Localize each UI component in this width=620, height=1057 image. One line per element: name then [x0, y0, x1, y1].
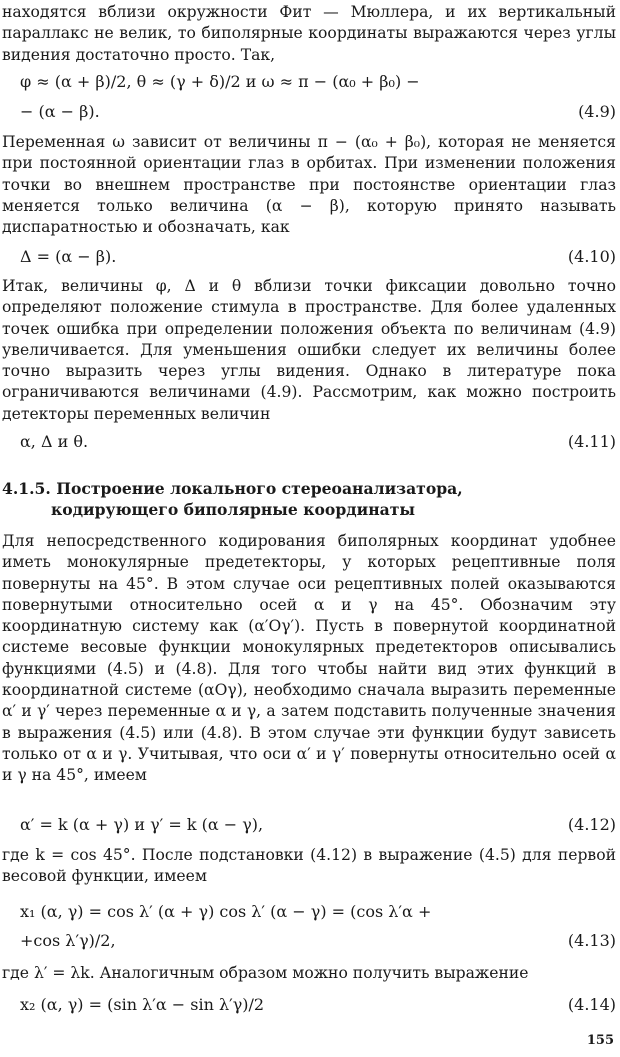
equation-4-9-line1: [20, 70, 616, 94]
equation-number-4-11: (4.11): [567, 432, 616, 451]
equation-4-13-line1: [20, 900, 616, 924]
paragraph-substitution: где k = cos 45°. После подстановки (4.12) в выражение (4.5) для первой весовой функции, имеем: [2, 846, 616, 886]
paragraph-lambda: где λ′ = λk. Аналогичным образом можно получить выражение: [2, 964, 529, 982]
equation-4-13-formula: x₁ (α, γ) = cos λ′ (α + γ) cos λ′ (α − γ) = (cos λ′α +: [20, 902, 432, 921]
equation-4-10-formula: Δ = (α − β).: [20, 247, 117, 266]
equation-4-10: [20, 245, 616, 269]
paragraph-disparity: Переменная ω зависит от величины π − (α₀ + β₀), которая не меняется при постоянной ориентации глаз в орбитах. При изменении положения точки во внешнем пространстве при постоянстве ориентации глаз меняется только величина (α − β), которую принято называть диспаратностью и обозначать, как: [2, 133, 616, 237]
equation-4-9-line2: [20, 100, 616, 124]
equation-4-11: [20, 430, 616, 454]
equation-4-14-formula: x₂ (α, γ) = (sin λ′α − sin λ′γ)/2: [20, 995, 265, 1014]
section-heading-line1: 4.1.5. Построение локального стереоанализатора,: [2, 479, 463, 498]
equation-4-13-line2: [20, 929, 616, 953]
section-heading: [2, 478, 616, 520]
section-heading-line2: кодирующего биполярные координаты: [51, 500, 416, 519]
equation-4-12-formula: α′ = k (α + γ) и γ′ = k (α − γ),: [20, 815, 264, 834]
equation-number-4-10: (4.10): [567, 247, 616, 266]
equation-4-13-continuation: +cos λ′γ)/2,: [20, 931, 116, 950]
equation-number-4-14: (4.14): [567, 995, 616, 1014]
paragraph-fixation: Итак, величины φ, Δ и θ вблизи точки фиксации довольно точно определяют положение стимула в пространстве. Для более удаленных точек ошибка при определении положения объекта по величинам (4.9) увеличивается. Для уменьшения ошибки следует их величины более точно выразить через углы видения. Однако в литературе пока ограничиваются величинами (4.9). Рассмотрим, как можно построить детекторы переменных величин: [2, 277, 616, 423]
equation-4-14: [20, 993, 616, 1017]
equation-number-4-12: (4.12): [567, 815, 616, 834]
equation-number-4-9: (4.9): [578, 102, 616, 121]
equation-4-9-formula: φ ≈ (α + β)/2, θ ≈ (γ + δ)/2 и ω ≈ π − (α₀ + β₀) −: [20, 72, 420, 91]
equation-4-11-formula: α, Δ и θ.: [20, 432, 89, 451]
equation-4-12: [20, 813, 616, 837]
paragraph-rotated-fields: Для непосредственного кодирования биполярных координат удобнее иметь монокулярные предетекторы, у которых рецептивные поля повернуты на 45°. В этом случае оси рецептивных полей оказываются повернутыми относительно осей α и γ на 45°. Обозначим эту координатную систему как (α′Oγ′). Пусть в повернутой координатной системе весовые функции монокулярных предетекторов описывались функциями (4.5) и (4.8). Для того чтобы найти вид этих функций в координатной системе (αOγ), необходимо сначала выразить переменные α′ и γ′ через переменные α и γ, а затем подставить полученные значения в выражения (4.5) или (4.8). В этом случае эти функции будут зависеть только от α и γ. Учитывая, что оси α′ и γ′ повернуты относительно осей α и γ на 45°, имеем: [2, 532, 616, 785]
page-number: 155: [586, 1033, 614, 1048]
equation-4-9-continuation: − (α − β).: [20, 102, 100, 121]
equation-number-4-13: (4.13): [567, 931, 616, 950]
paragraph-intro: находятся вблизи окружности Фит — Мюллера, и их вертикальный параллакс не велик, то биполярные координаты выражаются через углы видения достаточно просто. Так,: [2, 3, 616, 64]
